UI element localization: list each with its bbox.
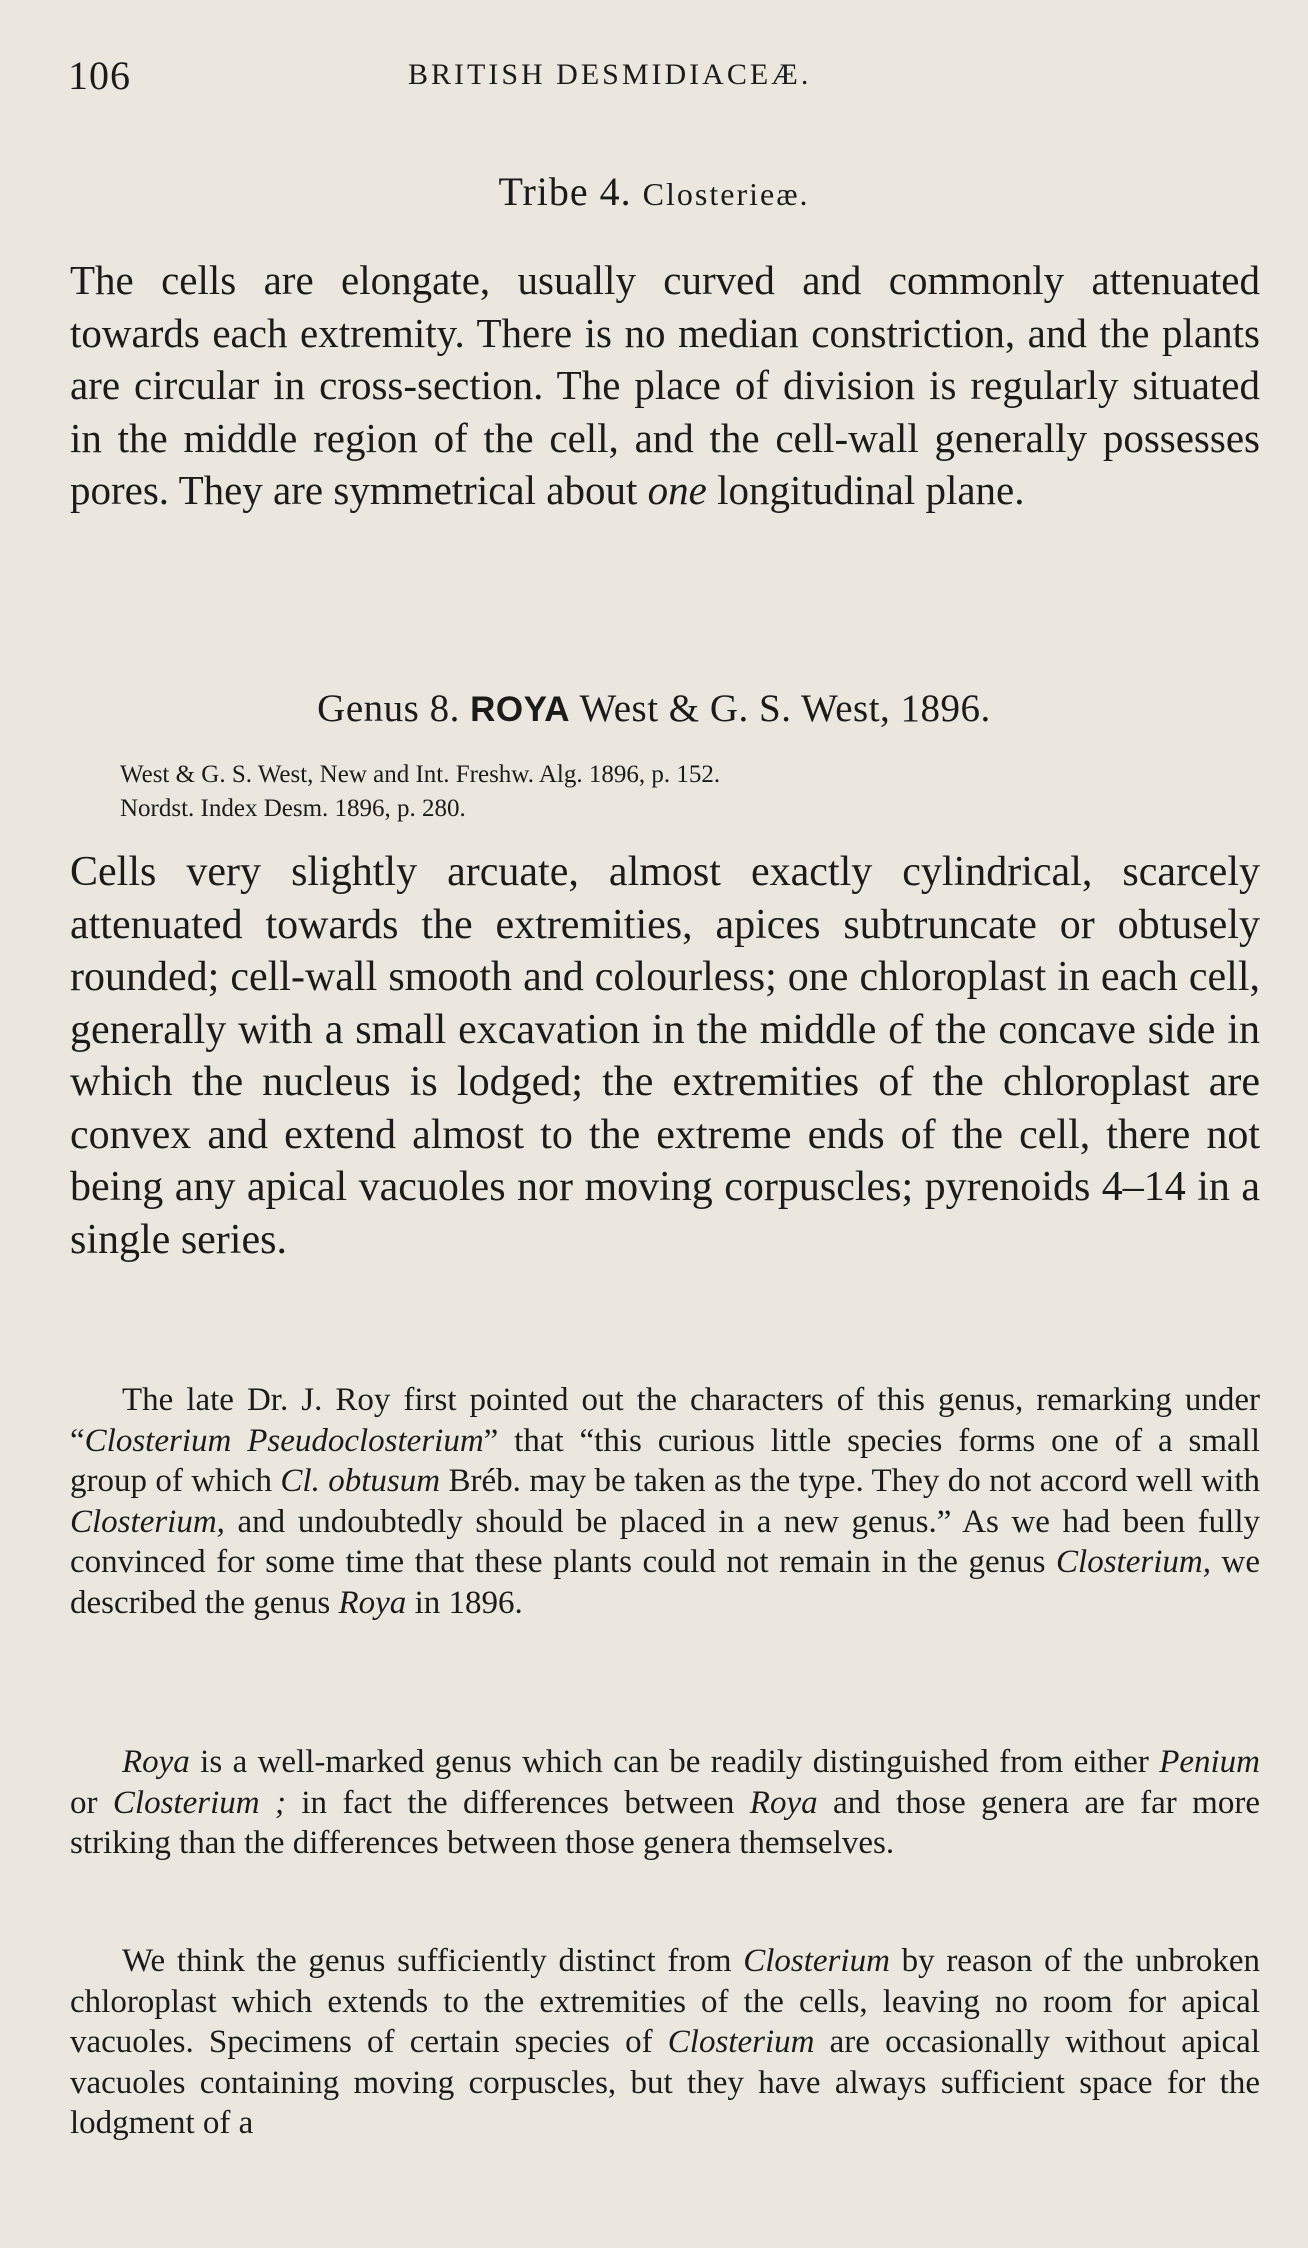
- page-number: 106: [68, 53, 131, 98]
- text-run: or: [70, 1784, 113, 1821]
- intro-text-a: The cells are elongate, usually curved and commonly attenuated towards each extremity. There is no median constriction, and the plants are circular in cross-section. The place of division is regularly situated in the middle region of the cell, and the cell-wall generally possesses pores. They are symmetrical about: [70, 257, 1260, 513]
- italic-run: Closterium: [743, 1943, 890, 1979]
- tribe-description: [70, 254, 1260, 517]
- text-run: and those genera are far more striking than the differences between those genera themselves.: [70, 1784, 1260, 1862]
- italic-run: Cl. obtusum: [280, 1463, 441, 1500]
- tribe-prefix: Tribe 4.: [498, 169, 632, 214]
- genus-name: ROYA: [470, 690, 570, 729]
- text-run: ” that “this curious little species forms one of a small group of which: [70, 1422, 1260, 1500]
- text-run: Bréb. may be taken as the type. They do not accord well with: [440, 1463, 1261, 1500]
- italic-run: Roya: [749, 1784, 818, 1821]
- running-head: [68, 52, 1240, 102]
- italic-run: Roya: [338, 1584, 407, 1621]
- text-run: we described the genus: [70, 1544, 1261, 1621]
- genus-prefix: Genus 8.: [317, 687, 460, 730]
- italic-run: Roya: [122, 1744, 190, 1780]
- italic-run: Closterium,: [70, 1503, 225, 1540]
- genus-heading: [0, 686, 1308, 731]
- genus-authority: West & G. S. West, 1896.: [579, 687, 991, 730]
- intro-emphasis: one: [647, 467, 707, 513]
- discussion-paragraph-2: [70, 1742, 1260, 1864]
- discussion-paragraph-3: [70, 1941, 1260, 2144]
- text-run: The late Dr. J. Roy first pointed out the characters of this genus, remarking under “: [70, 1382, 1260, 1459]
- tribe-name: Closterieæ.: [642, 176, 810, 212]
- reference-line: West & G. S. West, New and Int. Freshw. Alg. 1896, p. 152.: [120, 761, 721, 788]
- text-run: by reason of the unbroken chloroplast which extends to the extremities of the cells, leaving no room for apical vacuoles. Specimens of certain species of: [70, 1943, 1260, 2061]
- intro-text-b: longitudinal plane.: [706, 467, 1025, 513]
- italic-run: Closterium,: [1056, 1544, 1211, 1581]
- italic-run: Closterium Pseudoclosterium: [84, 1422, 484, 1459]
- text-run: and undoubtedly should be placed in a new genus.” As we had been fully convinced for some time that these plants could not remain in the genus: [70, 1503, 1260, 1581]
- italic-run: Penium: [1159, 1744, 1260, 1780]
- discussion-paragraph-1: [70, 1380, 1260, 1624]
- text-run: are occasionally without apical vacuoles containing moving corpuscles, but they have always sufficient space for the lodgment of a: [70, 2024, 1260, 2142]
- genus-description: Cells very slightly arcuate, almost exactly cylindrical, scarcely attenuated towards the extremities, apices subtruncate or obtusely rounded; cell-wall smooth and colourless; one chloroplast in each cell, generally with a small excavation in the middle of the concave side in which the nucleus is lodged; the extremities of the chloroplast are convex and extend almost to the extreme ends of the cell, there not being any apical vacuoles nor moving corpuscles; pyrenoids 4–14 in a single series.: [70, 849, 1260, 1263]
- tribe-heading: [0, 168, 1308, 215]
- italic-run: Closterium ;: [112, 1784, 286, 1821]
- italic-run: Closterium: [667, 2024, 815, 2061]
- running-head-title: BRITISH DESMIDIACEÆ.: [408, 58, 812, 91]
- text-run: in 1896.: [406, 1584, 523, 1621]
- text-run: is a well-marked genus which can be readily distinguished from either: [189, 1744, 1160, 1780]
- text-run: in fact the differences between: [285, 1784, 750, 1821]
- reference-line: Nordst. Index Desm. 1896, p. 280.: [120, 795, 466, 822]
- text-run: We think the genus sufficiently distinct from: [122, 1943, 744, 1979]
